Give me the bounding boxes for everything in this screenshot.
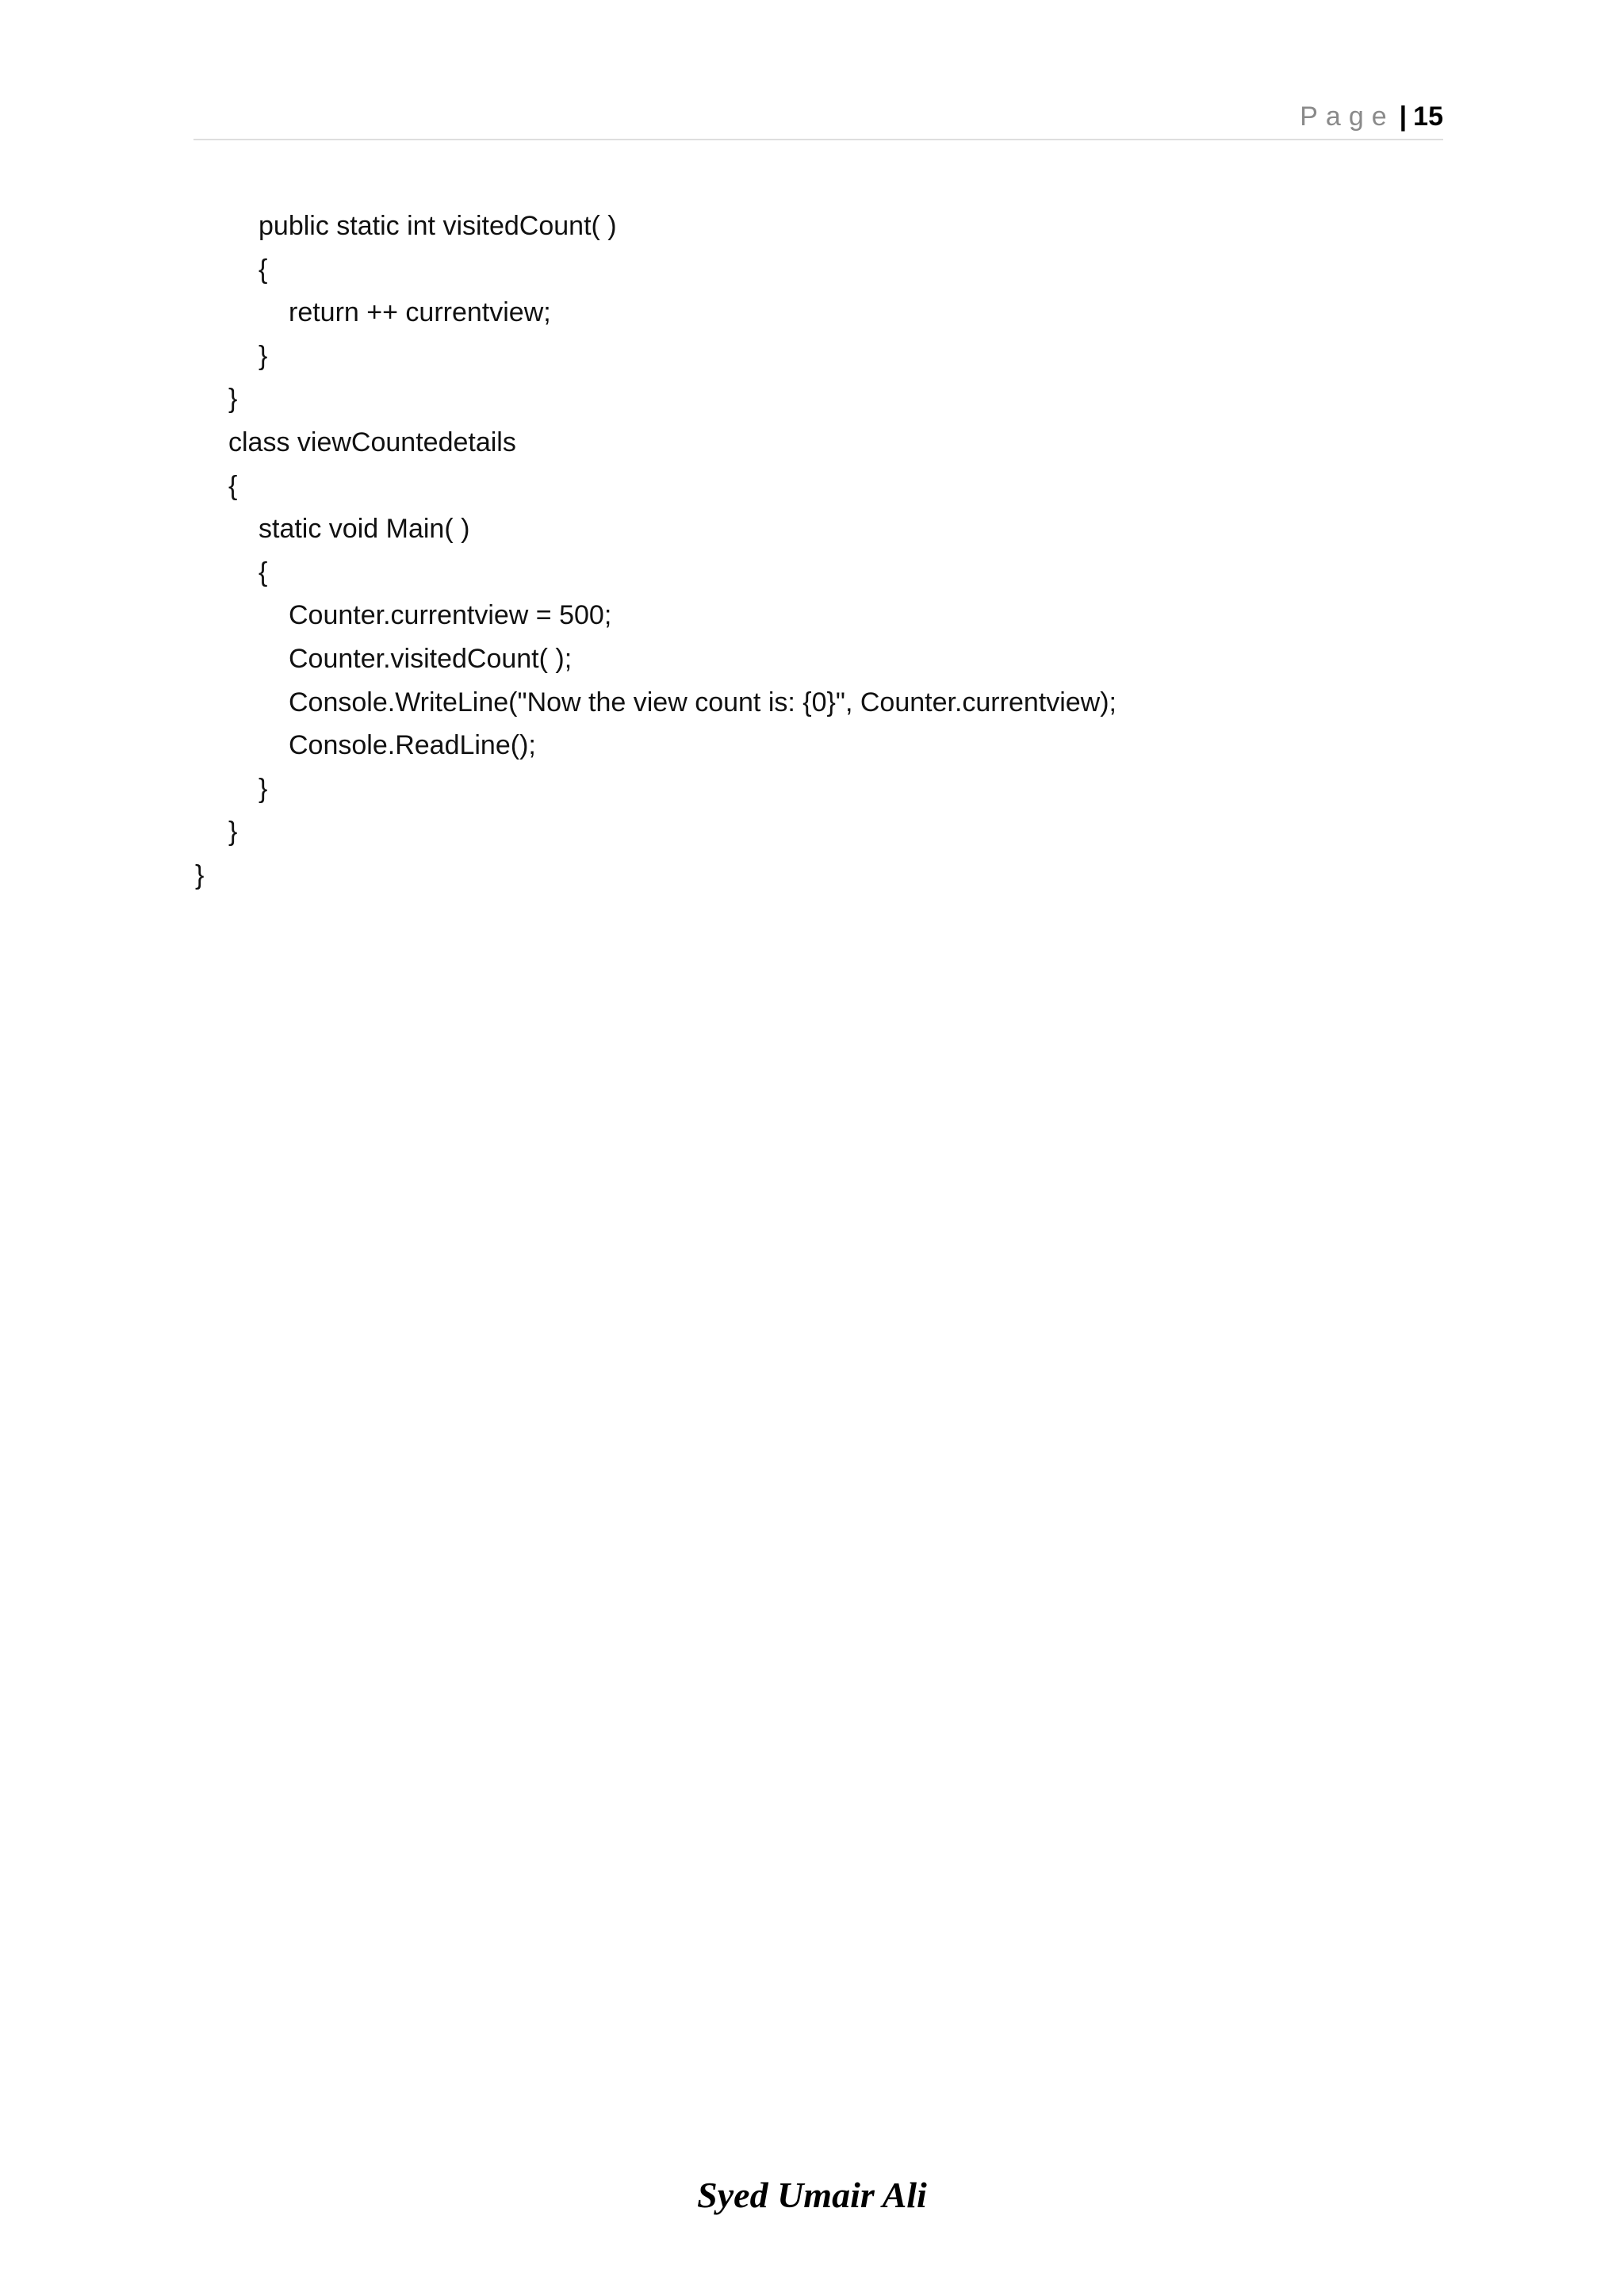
code-line: } (259, 773, 268, 804)
footer-author: Syed Umair Ali (697, 2175, 927, 2215)
code-line: { (228, 470, 238, 501)
page-label: Page (1300, 101, 1395, 132)
code-listing (193, 205, 1383, 897)
code-line: } (195, 859, 205, 890)
code-line: static void Main( ) (259, 514, 470, 545)
code-line: Console.WriteLine("Now the view count is: {0}", Counter.currentview); (289, 687, 1116, 718)
code-line: Console.ReadLine(); (289, 730, 536, 761)
code-line: class viewCountedetails (228, 427, 516, 457)
code-line: Counter.visitedCount( ); (289, 643, 573, 674)
header-divider (193, 139, 1443, 140)
page-header (193, 94, 1443, 138)
code-line: { (259, 557, 268, 587)
code-line: return ++ currentview; (289, 297, 551, 328)
code-line: } (228, 817, 238, 848)
page-separator: | (1399, 101, 1408, 132)
code-line: } (259, 340, 268, 371)
page-number-indicator (1300, 103, 1443, 130)
code-line: Counter.currentview = 500; (289, 600, 612, 631)
code-line: public static int visitedCount( ) (259, 211, 617, 241)
code-line: } (228, 384, 238, 415)
code-line: { (259, 254, 268, 285)
page-number: 15 (1413, 101, 1443, 132)
